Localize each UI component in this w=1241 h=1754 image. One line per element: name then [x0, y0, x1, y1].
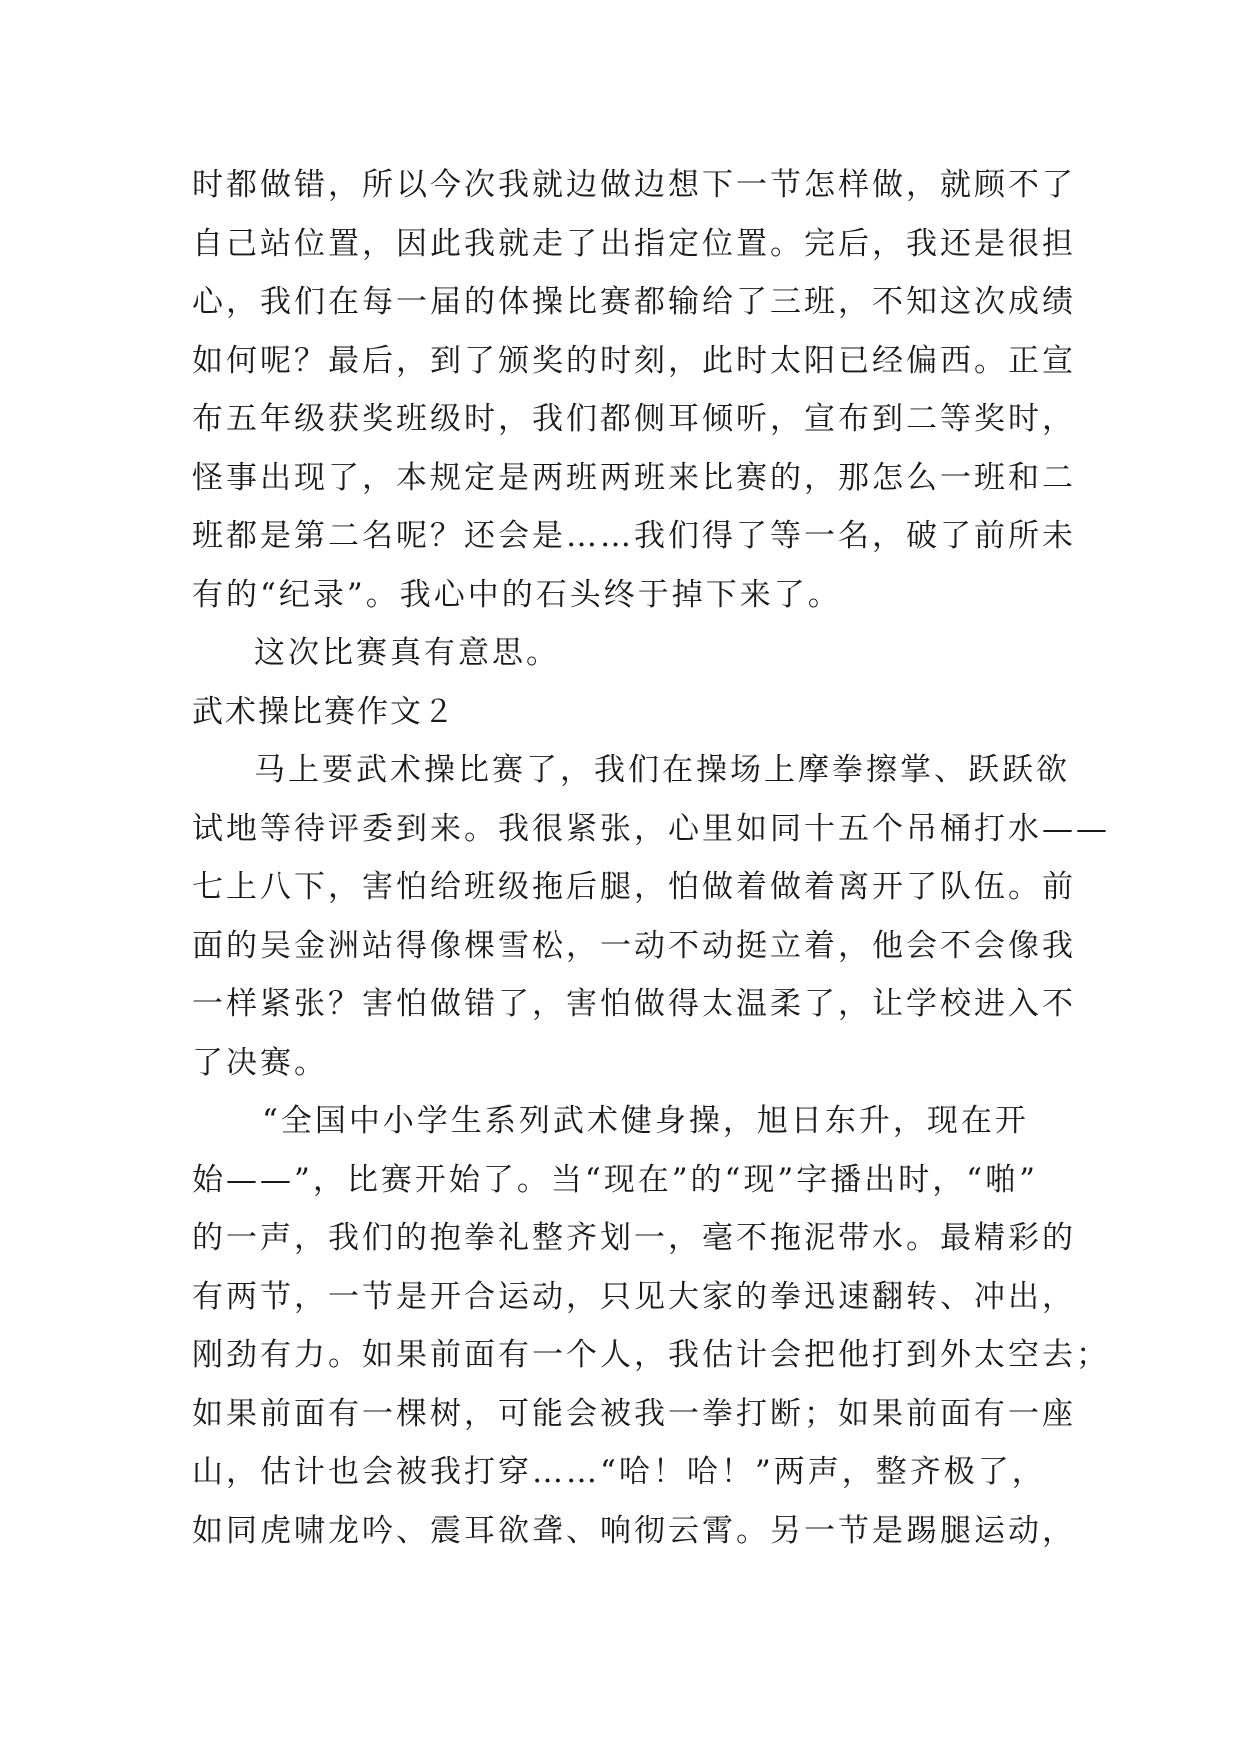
text-line: “全国中小学生系列武术健身操，旭日东升，现在开 [262, 1103, 1029, 1139]
document-body [192, 156, 1110, 1560]
text-line: 七上八下，害怕给班级拖后腿，怕做着做着离开了队伍。前 [192, 869, 1076, 905]
text-line: 始——”，比赛开始了。当“现在”的“现”字播出时，“啪” [192, 1161, 1038, 1198]
text-line: 面的吴金洲站得像棵雪松，一动不动挺立着，他会不会像我 [192, 927, 1076, 964]
text-line: 如果前面有一棵树，可能会被我一拳打断；如果前面有一座 [192, 1395, 1076, 1432]
text-line: 试地等待评委到来。我很紧张，心里如同十五个吊桶打水—— [192, 810, 1110, 847]
text-line: 布五年级获奖班级时，我们都侧耳倾听，宣布到二等奖时， [192, 401, 1076, 437]
text-line: 怪事出现了，本规定是两班两班来比赛的，那怎么一班和二 [192, 459, 1076, 496]
text-line: 班都是第二名呢？还会是……我们得了等一名，破了前所未 [192, 518, 1076, 554]
text-line: 刚劲有力。如果前面有一个人，我估计会把他打到外太空去； [192, 1337, 1110, 1373]
text-line: 马上要武术操比赛了，我们在操场上摩拳擦掌、跃跃欲 [254, 752, 1070, 788]
text-line: 时都做错，所以今次我就边做边想下一节怎样做，就顾不了 [192, 167, 1076, 203]
text-line: 一样紧张？害怕做错了，害怕做得太温柔了，让学校进入不 [192, 986, 1076, 1022]
text-line: 了决赛。 [192, 1044, 328, 1081]
text-line: 的一声，我们的抱拳礼整齐划一，毫不拖泥带水。最精彩的 [192, 1220, 1076, 1256]
text-line: 自己站位置，因此我就走了出指定位置。完后，我还是很担 [192, 225, 1076, 262]
section-heading: 武术操比赛作文２ [192, 693, 456, 730]
text-line: 山，估计也会被我打穿……“哈！哈！”两声，整齐极了， [192, 1454, 1046, 1490]
text-line: 心，我们在每一届的体操比赛都输给了三班，不知这次成绩 [192, 284, 1076, 320]
text-line: 有的“纪录”。我心中的石头终于掉下来了。 [192, 576, 842, 613]
text-line: 如何呢？最后，到了颁奖的时刻，此时太阳已经偏西。正宣 [192, 342, 1076, 379]
text-line: 有两节，一节是开合运动，只见大家的拳迅速翻转、冲出， [192, 1278, 1076, 1315]
closing-sentence: 这次比赛真有意思。 [254, 635, 560, 671]
text-line: 如同虎啸龙吟、震耳欲聋、响彻云霄。另一节是踢腿运动， [192, 1512, 1076, 1549]
